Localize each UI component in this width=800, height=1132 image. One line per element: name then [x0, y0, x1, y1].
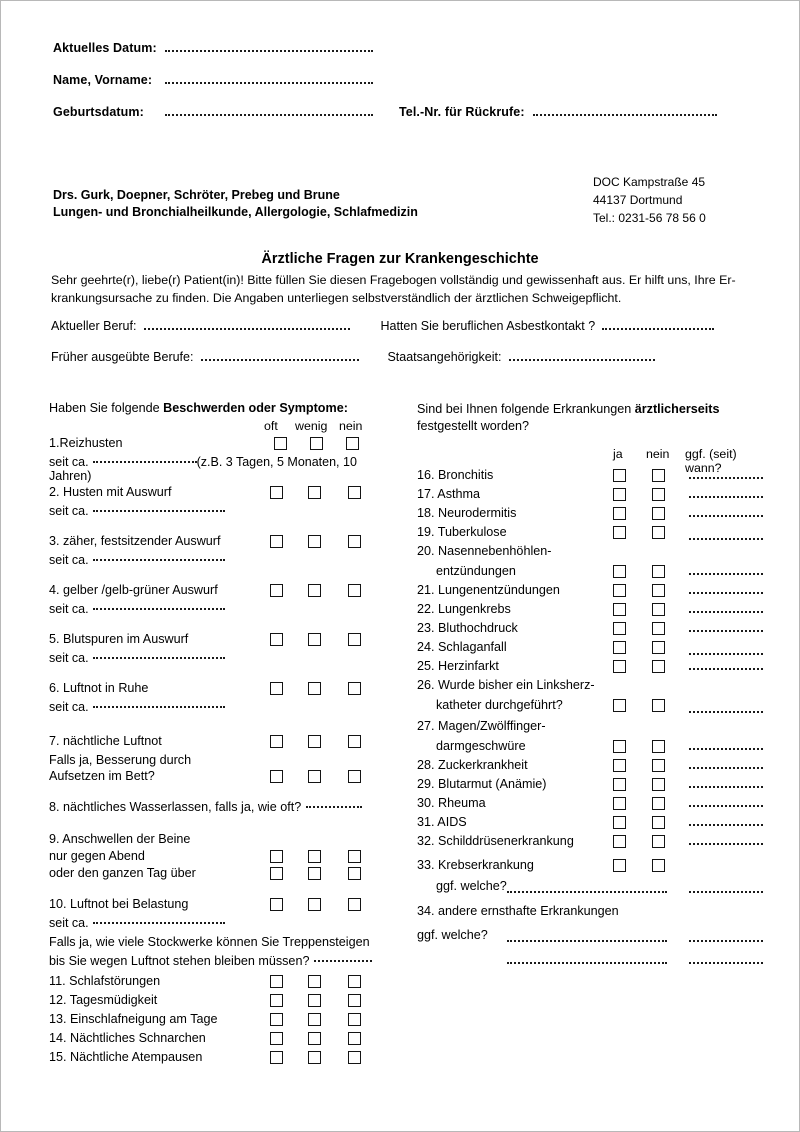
disease-20-line1-label: 20. Nasennebenhöhlen- [417, 544, 552, 558]
disease-30-checkbox-nein[interactable] [652, 797, 665, 813]
practice-doctors: Drs. Gurk, Doepner, Schröter, Prebeg und Brune [53, 188, 340, 202]
symptom-7b-checkbox-wenig[interactable] [308, 770, 321, 786]
disease-28-when-input[interactable] [689, 767, 763, 769]
symptom-row-9-line2 [49, 849, 389, 866]
field-birthdate [53, 105, 753, 137]
disease-row-21 [417, 583, 767, 602]
disease-19-when-input[interactable] [689, 538, 763, 540]
symptom-6-duration-input[interactable] [93, 706, 225, 708]
disease-label-23: 23. Bluthochdruck [417, 621, 518, 635]
symptom-row-5 [49, 632, 389, 651]
disease-row-18 [417, 506, 767, 525]
field-name [53, 73, 753, 105]
symptom-9a-checkbox-oft[interactable] [270, 850, 283, 866]
disease-row-33-welche [417, 879, 767, 904]
disease-34-when-input-1[interactable] [689, 940, 763, 942]
symptom-14-checkbox-wenig[interactable] [308, 1032, 321, 1048]
symptom-9a-checkbox-wenig[interactable] [308, 850, 321, 866]
symptom-1-duration [49, 455, 389, 483]
symptom-2-duration [49, 504, 389, 526]
seit-ca-label-10: seit ca. [49, 916, 89, 930]
symptom-4-checkbox-wenig[interactable] [308, 584, 321, 600]
symptom-10-checkbox-nein[interactable] [348, 898, 361, 914]
symptom-row-3 [49, 534, 389, 553]
symptom-6-checkbox-nein[interactable] [348, 682, 361, 698]
symptom-5-checkbox-wenig[interactable] [308, 633, 321, 649]
symptom-10-line3-label [49, 954, 372, 968]
symptom-4-duration-input[interactable] [93, 608, 225, 610]
disease-row-27-line2 [417, 739, 767, 758]
symptom-10-line2-label: Falls ja, wie viele Stockwerke können Sie Treppensteigen [49, 935, 370, 949]
disease-label-31: 31. AIDS [417, 815, 467, 829]
address-city: 44137 Dortmund [593, 193, 683, 207]
asbestos-input[interactable] [602, 328, 714, 330]
disease-22-checkbox-ja[interactable] [613, 603, 626, 619]
disease-31-checkbox-ja[interactable] [613, 816, 626, 832]
disease-row-28 [417, 758, 767, 777]
asbestos-label: Hatten Sie beruflichen Asbestkontakt ? [380, 319, 596, 333]
disease-19-checkbox-nein[interactable] [652, 526, 665, 542]
disease-34-when-input-2[interactable] [689, 962, 763, 964]
disease-21-checkbox-nein[interactable] [652, 584, 665, 600]
symptom-row-7-line3 [49, 769, 389, 788]
symptom-11-checkbox-oft[interactable] [270, 975, 283, 991]
disease-34-welche-input-2[interactable] [507, 962, 667, 964]
disease-row-24 [417, 640, 767, 659]
disease-33-checkbox-nein[interactable] [652, 859, 665, 875]
diseases-heading-line2: festgestellt worden? [417, 419, 530, 433]
disease-25-checkbox-ja[interactable] [613, 660, 626, 676]
column-header-ja: ja [613, 447, 623, 461]
disease-row-34-welche [417, 928, 767, 950]
nationality-label: Staatsangehörigkeit: [387, 350, 502, 364]
symptom-3-duration-input[interactable] [93, 559, 225, 561]
symptom-label-12: 12. Tagesmüdigkeit [49, 993, 158, 1007]
symptom-1-checkbox-oft[interactable] [274, 437, 287, 453]
symptom-row-9 [49, 832, 389, 849]
disease-23-when-input[interactable] [689, 630, 763, 632]
disease-32-checkbox-ja[interactable] [613, 835, 626, 851]
symptom-8-text: 8. nächtliches Wasserlassen, falls ja, wie oft? [49, 800, 302, 814]
disease-row-34-welche-2 [417, 950, 767, 972]
symptoms-column-headers [49, 419, 389, 436]
disease-row-33 [417, 858, 767, 879]
disease-label-34: 34. andere ernsthafte Erkrankungen [417, 904, 619, 918]
disease-27-checkbox-nein[interactable] [652, 740, 665, 756]
symptom-2-duration-input[interactable] [93, 510, 225, 512]
symptom-label-2: 2. Husten mit Auswurf [49, 485, 172, 499]
symptom-1-checkbox-nein[interactable] [346, 437, 359, 453]
symptom-15-checkbox-nein[interactable] [348, 1051, 361, 1067]
disease-label-19: 19. Tuberkulose [417, 525, 507, 539]
symptom-3-checkbox-nein[interactable] [348, 535, 361, 551]
disease-26-when-input[interactable] [689, 711, 763, 713]
disease-23-checkbox-nein[interactable] [652, 622, 665, 638]
column-header-wenig: wenig [295, 419, 328, 433]
disease-row-29 [417, 777, 767, 796]
diseases-heading-line1 [417, 401, 767, 418]
symptom-10-checkbox-wenig[interactable] [308, 898, 321, 914]
disease-29-when-input[interactable] [689, 786, 763, 788]
symptom-15-checkbox-wenig[interactable] [308, 1051, 321, 1067]
symptom-row-4 [49, 583, 389, 602]
field-previous-professions [51, 350, 759, 381]
disease-row-26-line2 [417, 698, 767, 719]
diseases-heading [417, 401, 767, 435]
symptom-label-7: 7. nächtliche Luftnot [49, 734, 162, 748]
previous-professions-input[interactable] [201, 359, 359, 361]
field-current-profession [51, 319, 759, 350]
symptom-label-10: 10. Luftnot bei Belastung [49, 897, 189, 911]
current-profession-label: Aktueller Beruf: [51, 319, 137, 333]
disease-27-when-input[interactable] [689, 748, 763, 750]
disease-27-line2-label: darmgeschwüre [436, 739, 526, 753]
symptom-7-line3-label: Aufsetzen im Bett? [49, 769, 155, 783]
disease-row-16 [417, 468, 767, 487]
symptom-row-8 [49, 800, 389, 820]
disease-30-checkbox-ja[interactable] [613, 797, 626, 813]
disease-32-checkbox-nein[interactable] [652, 835, 665, 851]
disease-row-34 [417, 904, 767, 928]
disease-label-24: 24. Schlaganfall [417, 640, 507, 654]
disease-33-checkbox-ja[interactable] [613, 859, 626, 875]
seit-ca-label-5: seit ca. [49, 651, 89, 665]
disease-17-when-input[interactable] [689, 496, 763, 498]
symptom-label-3: 3. zäher, festsitzender Auswurf [49, 534, 221, 548]
disease-19-checkbox-ja[interactable] [613, 526, 626, 542]
disease-label-21: 21. Lungenentzündungen [417, 583, 560, 597]
disease-28-checkbox-nein[interactable] [652, 759, 665, 775]
address-street: DOC Kampstraße 45 [593, 175, 706, 189]
page-title: Ärztliche Fragen zur Krankengeschichte [261, 251, 539, 267]
disease-21-checkbox-ja[interactable] [613, 584, 626, 600]
symptom-13-checkbox-nein[interactable] [348, 1013, 361, 1029]
disease-30-when-input[interactable] [689, 805, 763, 807]
symptom-12-checkbox-nein[interactable] [348, 994, 361, 1010]
profession-block [51, 319, 759, 381]
symptom-label-6: 6. Luftnot in Ruhe [49, 681, 149, 695]
symptom-row-7-line2 [49, 753, 389, 769]
disease-24-when-input[interactable] [689, 653, 763, 655]
disease-25-when-input[interactable] [689, 668, 763, 670]
symptom-9a-checkbox-nein[interactable] [348, 850, 361, 866]
disease-20-when-input[interactable] [689, 573, 763, 575]
symptom-7b-checkbox-nein[interactable] [348, 770, 361, 786]
symptom-11-checkbox-nein[interactable] [348, 975, 361, 991]
symptom-6-duration [49, 700, 389, 722]
disease-row-30 [417, 796, 767, 815]
symptom-8-input[interactable] [306, 806, 362, 808]
name-input[interactable] [165, 82, 373, 84]
symptom-2-checkbox-wenig[interactable] [308, 486, 321, 502]
disease-28-checkbox-ja[interactable] [613, 759, 626, 775]
symptom-4-duration [49, 602, 389, 624]
symptom-row-12 [49, 993, 389, 1012]
disease-31-checkbox-nein[interactable] [652, 816, 665, 832]
symptom-label-13: 13. Einschlafneigung am Tage [49, 1012, 218, 1026]
disease-22-when-input[interactable] [689, 611, 763, 613]
disease-24-checkbox-ja[interactable] [613, 641, 626, 657]
patient-identity-block [53, 41, 753, 137]
symptom-9-line2-label: nur gegen Abend [49, 849, 145, 863]
symptom-row-1 [49, 436, 389, 455]
disease-18-checkbox-ja[interactable] [613, 507, 626, 523]
disease-label-33: 33. Krebserkrankung [417, 858, 534, 872]
disease-label-17: 17. Asthma [417, 487, 481, 501]
disease-label-25: 25. Herzinfarkt [417, 659, 499, 673]
symptom-10-duration [49, 916, 389, 935]
symptom-7b-checkbox-oft[interactable] [270, 770, 283, 786]
symptom-row-15 [49, 1050, 389, 1069]
symptom-5-checkbox-oft[interactable] [270, 633, 283, 649]
disease-row-26 [417, 678, 767, 698]
disease-26-line1-label: 26. Wurde bisher ein Linksherz- [417, 678, 595, 692]
previous-professions-label: Früher ausgeübte Berufe: [51, 350, 194, 364]
disease-label-28: 28. Zuckerkrankheit [417, 758, 528, 772]
seit-ca-label-3: seit ca. [49, 553, 89, 567]
address-phone: Tel.: 0231-56 78 56 0 [593, 211, 706, 225]
symptom-row-13 [49, 1012, 389, 1031]
symptom-13-checkbox-oft[interactable] [270, 1013, 283, 1029]
disease-25-checkbox-nein[interactable] [652, 660, 665, 676]
disease-17-checkbox-ja[interactable] [613, 488, 626, 504]
symptom-10-floors-input[interactable] [314, 960, 372, 962]
current-date-input[interactable] [165, 50, 373, 52]
symptom-13-checkbox-wenig[interactable] [308, 1013, 321, 1029]
symptom-3-duration [49, 553, 389, 575]
disease-row-27 [417, 719, 767, 739]
phone-label: Tel.-Nr. für Rückrufe: [399, 105, 525, 119]
disease-23-checkbox-ja[interactable] [613, 622, 626, 638]
symptom-9-line1-label: 9. Anschwellen der Beine [49, 832, 191, 846]
current-profession-input[interactable] [144, 328, 350, 330]
symptom-14-checkbox-oft[interactable] [270, 1032, 283, 1048]
symptom-10-checkbox-oft[interactable] [270, 898, 283, 914]
symptom-1-checkbox-wenig[interactable] [310, 437, 323, 453]
disease-label-29: 29. Blutarmut (Anämie) [417, 777, 547, 791]
symptom-10-line3-text: bis Sie wegen Luftnot stehen bleiben müssen? [49, 954, 310, 968]
intro-line-2: krankungsursache zu finden. Die Angaben unterliegen selbstverständlich der ärztlichen Schweigepflicht. [51, 290, 622, 305]
disease-20-checkbox-ja[interactable] [613, 565, 626, 581]
symptom-10-duration-input[interactable] [93, 922, 225, 924]
disease-26-line2-label: katheter durchgeführt? [436, 698, 563, 712]
nationality-input[interactable] [509, 359, 655, 361]
disease-29-checkbox-nein[interactable] [652, 778, 665, 794]
symptom-row-2 [49, 485, 389, 504]
symptom-12-checkbox-wenig[interactable] [308, 994, 321, 1010]
disease-16-checkbox-nein[interactable] [652, 469, 665, 485]
disease-row-32 [417, 834, 767, 858]
symptoms-section [49, 401, 389, 1069]
disease-label-16: 16. Bronchitis [417, 468, 494, 482]
disease-label-18: 18. Neurodermitis [417, 506, 517, 520]
column-header-nein: nein [339, 419, 363, 433]
disease-row-20 [417, 544, 767, 564]
symptom-11-checkbox-wenig[interactable] [308, 975, 321, 991]
disease-row-23 [417, 621, 767, 640]
symptom-3-checkbox-wenig[interactable] [308, 535, 321, 551]
disease-20-line2-label: entzündungen [436, 564, 516, 578]
symptoms-heading [49, 401, 389, 415]
disease-27-checkbox-ja[interactable] [613, 740, 626, 756]
symptom-7-checkbox-wenig[interactable] [308, 735, 321, 751]
symptom-4-checkbox-oft[interactable] [270, 584, 283, 600]
symptom-row-10-line2 [49, 935, 389, 954]
seit-ca-label-6: seit ca. [49, 700, 89, 714]
symptom-6-checkbox-wenig[interactable] [308, 682, 321, 698]
symptom-row-9-line3 [49, 866, 389, 885]
disease-26-checkbox-nein[interactable] [652, 699, 665, 715]
intro-text [51, 272, 757, 307]
symptom-3-checkbox-oft[interactable] [270, 535, 283, 551]
symptom-4-checkbox-nein[interactable] [348, 584, 361, 600]
column-header-wann: ggf. (seit) wann? [685, 447, 737, 475]
symptom-label-5: 5. Blutspuren im Auswurf [49, 632, 189, 646]
symptom-5-duration [49, 651, 389, 673]
birthdate-input[interactable] [165, 114, 373, 116]
column-header-oft: oft [264, 419, 278, 433]
birthdate-label: Geburtsdatum: [53, 105, 144, 119]
symptom-9b-checkbox-nein[interactable] [348, 867, 361, 883]
symptom-7-checkbox-nein[interactable] [348, 735, 361, 751]
disease-16-when-input[interactable] [689, 477, 763, 479]
symptom-row-14 [49, 1031, 389, 1050]
symptom-5-checkbox-nein[interactable] [348, 633, 361, 649]
symptom-label-14: 14. Nächtliches Schnarchen [49, 1031, 206, 1045]
symptom-14-checkbox-nein[interactable] [348, 1032, 361, 1048]
practice-specialties: Lungen- und Bronchialheilkunde, Allergologie, Schlafmedizin [53, 205, 418, 219]
symptom-1-example: (z.B. 3 Tagen, 5 Monaten, 10 Jahren) [49, 455, 357, 483]
disease-label-32: 32. Schilddrüsenerkrankung [417, 834, 574, 848]
symptom-label-11: 11. Schlafstörungen [49, 974, 161, 988]
disease-row-25 [417, 659, 767, 678]
symptom-label-4: 4. gelber /gelb-grüner Auswurf [49, 583, 218, 597]
disease-17-checkbox-nein[interactable] [652, 488, 665, 504]
seit-ca-label-2: seit ca. [49, 504, 89, 518]
diseases-heading-prefix: Sind bei Ihnen folgende Erkrankungen [417, 402, 635, 416]
symptom-9-line3-label: oder den ganzen Tag über [49, 866, 196, 880]
disease-33-when-input[interactable] [689, 891, 763, 893]
seit-ca-label-1: seit ca. [49, 455, 89, 469]
disease-label-30: 30. Rheuma [417, 796, 486, 810]
disease-20-checkbox-nein[interactable] [652, 565, 665, 581]
symptom-row-11 [49, 974, 389, 993]
seit-ca-label-4: seit ca. [49, 602, 89, 616]
disease-row-22 [417, 602, 767, 621]
disease-18-when-input[interactable] [689, 515, 763, 517]
disease-31-when-input[interactable] [689, 824, 763, 826]
disease-32-when-input[interactable] [689, 843, 763, 845]
symptom-1-duration-input[interactable] [93, 461, 197, 463]
disease-row-19 [417, 525, 767, 544]
diseases-heading-bold: ärztlicherseits [634, 402, 720, 416]
symptom-6-checkbox-oft[interactable] [270, 682, 283, 698]
symptom-7-line2-label: Falls ja, Besserung durch [49, 753, 192, 767]
symptom-label-15: 15. Nächtliche Atempausen [49, 1050, 203, 1064]
disease-26-checkbox-ja[interactable] [613, 699, 626, 715]
intro-line-1: Sehr geehrte(r), liebe(r) Patient(in)! Bitte füllen Sie diesen Fragebogen vollständig und gewissenhaft aus. Er hilft uns, Ihre Er- [51, 273, 736, 287]
symptom-2-checkbox-oft[interactable] [270, 486, 283, 502]
disease-33-welche-label: ggf. welche? [436, 879, 507, 893]
disease-label-22: 22. Lungenkrebs [417, 602, 511, 616]
diseases-section [417, 401, 767, 972]
disease-21-when-input[interactable] [689, 592, 763, 594]
symptom-9b-checkbox-wenig[interactable] [308, 867, 321, 883]
practice-header [53, 187, 418, 221]
disease-24-checkbox-nein[interactable] [652, 641, 665, 657]
symptom-row-7 [49, 734, 389, 753]
practice-address [593, 173, 706, 227]
symptom-label-8 [49, 800, 362, 814]
symptom-9b-checkbox-oft[interactable] [270, 867, 283, 883]
symptom-2-checkbox-nein[interactable] [348, 486, 361, 502]
symptom-row-10-line3 [49, 954, 389, 974]
name-label: Name, Vorname: [53, 73, 153, 87]
disease-29-checkbox-ja[interactable] [613, 778, 626, 794]
disease-33-welche-input[interactable] [507, 891, 667, 893]
symptom-row-6 [49, 681, 389, 700]
disease-row-31 [417, 815, 767, 834]
symptoms-heading-bold: Beschwerden oder Symptome: [163, 401, 348, 415]
symptom-5-duration-input[interactable] [93, 657, 225, 659]
column-header-nein-right: nein [646, 447, 670, 461]
disease-row-20-line2 [417, 564, 767, 583]
field-current-date [53, 41, 753, 73]
phone-input[interactable] [533, 114, 717, 116]
disease-16-checkbox-ja[interactable] [613, 469, 626, 485]
disease-22-checkbox-nein[interactable] [652, 603, 665, 619]
symptom-row-10 [49, 897, 389, 916]
disease-row-17 [417, 487, 767, 506]
symptom-7-checkbox-oft[interactable] [270, 735, 283, 751]
symptom-15-checkbox-oft[interactable] [270, 1051, 283, 1067]
current-date-label: Aktuelles Datum: [53, 41, 157, 55]
disease-18-checkbox-nein[interactable] [652, 507, 665, 523]
disease-34-welche-label: ggf. welche? [417, 928, 488, 942]
disease-34-welche-input-1[interactable] [507, 940, 667, 942]
disease-27-line1-label: 27. Magen/Zwölffinger- [417, 719, 546, 733]
symptoms-heading-prefix: Haben Sie folgende [49, 401, 164, 415]
symptom-label-1: 1.Reizhusten [49, 436, 123, 450]
symptom-12-checkbox-oft[interactable] [270, 994, 283, 1010]
